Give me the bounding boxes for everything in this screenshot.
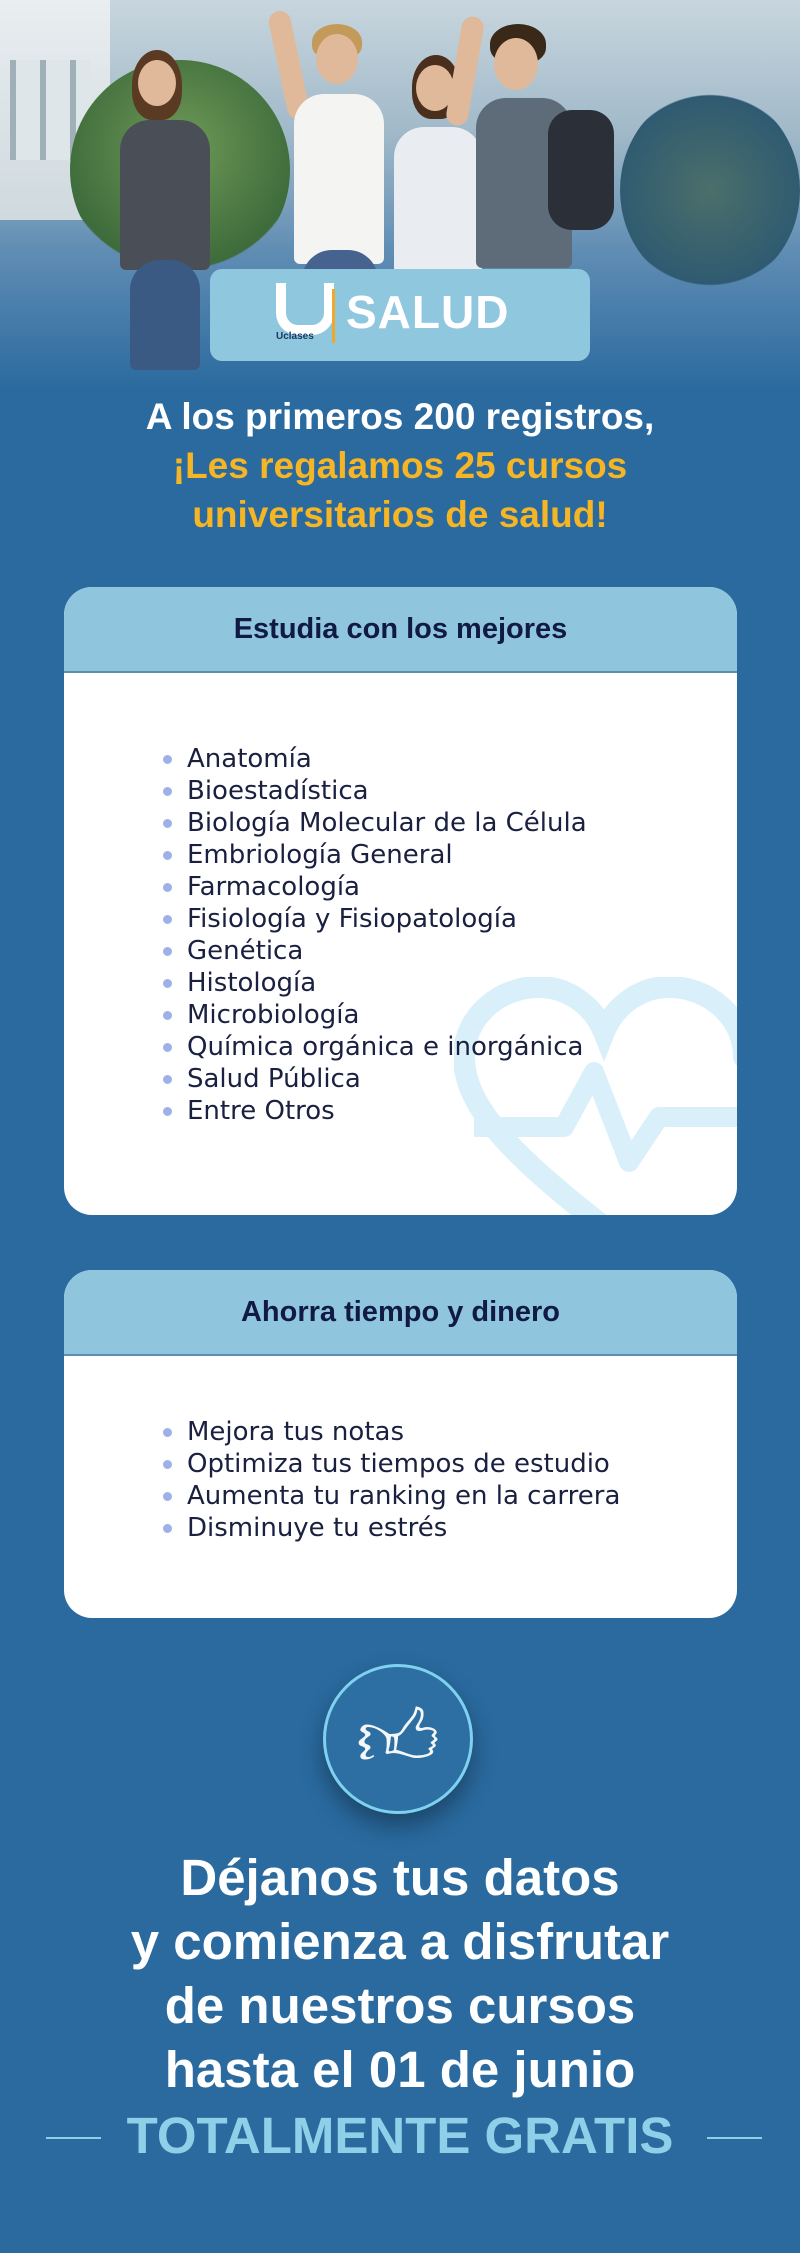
divider-right	[707, 2137, 762, 2139]
cta-line-1: Déjanos tus datos	[180, 1849, 620, 1906]
benefits-card-title: Ahorra tiempo y dinero	[240, 1295, 561, 1328]
list-item: Bioestadística	[163, 775, 587, 807]
list-item: Farmacología	[163, 871, 587, 903]
courses-card	[64, 587, 737, 1215]
benefits-card	[64, 1270, 737, 1618]
cta-line-4: hasta el 01 de junio	[164, 2041, 636, 2098]
thumbs-up-badge	[323, 1664, 473, 1814]
free-banner: TOTALMENTE GRATIS	[126, 2107, 674, 2164]
headline-line-1: A los primeros 200 registros,	[145, 396, 655, 437]
thumbs-up-icon: 👍︎	[356, 1692, 440, 1785]
list-item: Microbiología	[163, 999, 587, 1031]
courses-card-header	[64, 587, 737, 673]
list-item: Aumenta tu ranking en la carrera	[163, 1480, 620, 1512]
list-item: Entre Otros	[163, 1095, 587, 1127]
cta-line-3: de nuestros cursos	[164, 1977, 636, 2034]
list-item: Anatomía	[163, 743, 587, 775]
list-item: Histología	[163, 967, 587, 999]
list-item: Embriología General	[163, 839, 587, 871]
list-item: Mejora tus notas	[163, 1416, 620, 1448]
brand-small-text: Uclases	[276, 331, 314, 342]
courses-list	[163, 743, 587, 1127]
cta-line-2: y comienza a disfrutar	[130, 1913, 670, 1970]
courses-card-title: Estudia con los mejores	[233, 612, 568, 645]
brand-logo	[210, 269, 590, 361]
brand-name: SALUD	[346, 286, 510, 338]
headline-line-2: ¡Les regalamos 25 cursos	[172, 445, 628, 486]
benefits-list	[163, 1416, 620, 1544]
list-item: Genética	[163, 935, 587, 967]
bush	[620, 90, 800, 290]
list-item: Disminuye tu estrés	[163, 1512, 620, 1544]
list-item: Química orgánica e inorgánica	[163, 1031, 587, 1063]
list-item: Optimiza tus tiempos de estudio	[163, 1448, 620, 1480]
u-logo-icon	[276, 283, 334, 335]
logo-separator	[332, 289, 335, 343]
list-item: Biología Molecular de la Célula	[163, 807, 587, 839]
list-item: Salud Pública	[163, 1063, 587, 1095]
benefits-card-header	[64, 1270, 737, 1356]
student-1	[110, 50, 220, 350]
list-item: Fisiología y Fisiopatología	[163, 903, 587, 935]
headline-line-3: universitarios de salud!	[192, 494, 608, 535]
